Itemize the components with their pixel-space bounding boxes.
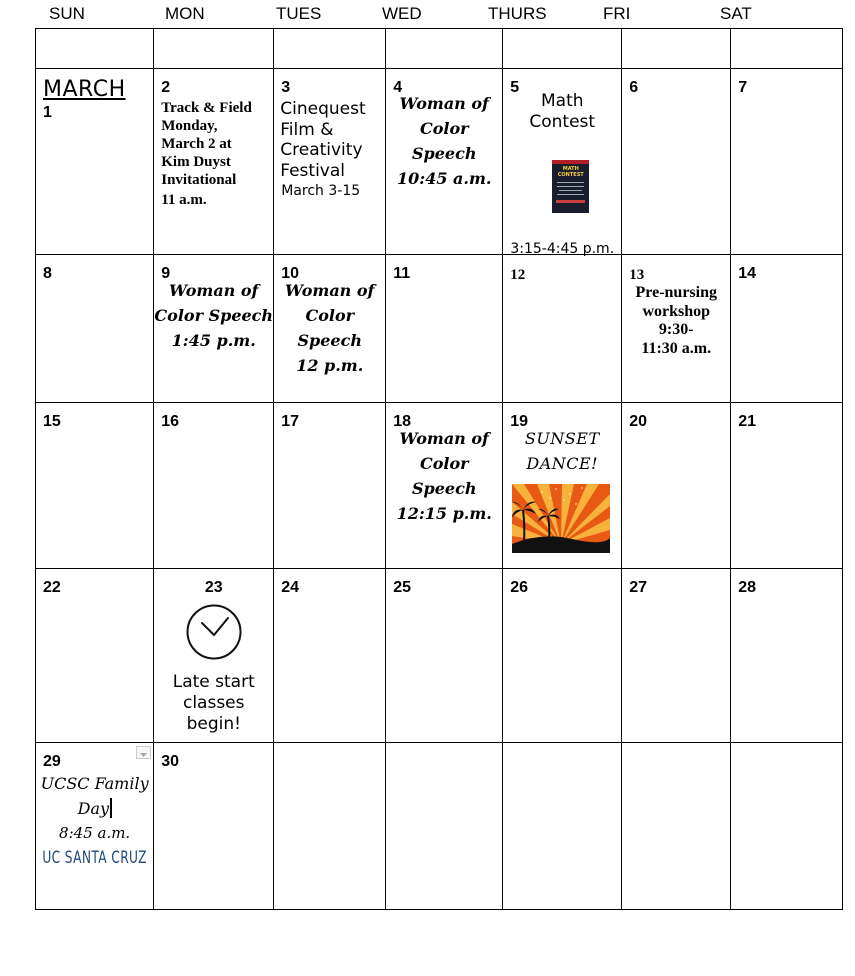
day-number: 27 xyxy=(629,579,648,596)
calendar-week-3 xyxy=(36,403,843,569)
day-number: 7 xyxy=(738,79,748,96)
day-cell-15[interactable] xyxy=(36,403,154,569)
day-cell-17[interactable] xyxy=(274,403,386,569)
day-cell[interactable] xyxy=(386,743,503,910)
day-cell-26[interactable] xyxy=(503,569,622,743)
event-late-start: Late start classes begin! xyxy=(172,672,255,734)
weekday-thurs: THURS xyxy=(488,4,547,23)
day-number: 25 xyxy=(393,579,412,596)
day-number: 18 xyxy=(393,413,412,430)
day-cell-24[interactable] xyxy=(274,569,386,743)
day-cell[interactable] xyxy=(274,29,386,69)
day-number: 17 xyxy=(281,413,300,430)
day-cell-10[interactable] xyxy=(274,255,386,403)
day-number: 3 xyxy=(281,79,291,96)
event-cinequest-dates: March 3-15 xyxy=(281,183,361,199)
event-track-field: Track & Field Monday, March 2 at Kim Duyst Invitational 11 a.m. xyxy=(161,100,252,208)
day-cell[interactable] xyxy=(622,743,731,910)
day-number: 16 xyxy=(161,413,180,430)
day-cell-19[interactable] xyxy=(503,403,622,569)
sunset-image[interactable] xyxy=(512,484,610,553)
day-number: 11 xyxy=(393,265,411,282)
day-cell[interactable] xyxy=(503,29,622,69)
day-number: 23 xyxy=(204,579,223,596)
calendar-week-1 xyxy=(36,69,843,255)
dropdown-arrow-icon[interactable] xyxy=(136,746,151,759)
event-cinequest: Cinequest Film & Creativity Festival xyxy=(280,99,366,181)
sunset-palm-icon xyxy=(512,484,610,553)
day-cell-12[interactable] xyxy=(503,255,622,403)
day-cell[interactable] xyxy=(386,29,503,69)
day-number: 14 xyxy=(738,265,757,282)
event-woc-speech: Woman of Color Speech 12:15 p.m. xyxy=(396,429,492,523)
day-number: 2 xyxy=(161,79,171,96)
day-cell[interactable] xyxy=(731,29,843,69)
day-cell-16[interactable] xyxy=(154,403,274,569)
day-cell-3[interactable] xyxy=(274,69,386,255)
calendar-row-blank xyxy=(36,29,843,69)
day-cell-9[interactable] xyxy=(154,255,274,403)
day-number: 1 xyxy=(43,104,52,121)
day-cell[interactable] xyxy=(503,743,622,910)
event-ucsc-family-day: UCSC Family Day 8:45 a.m. xyxy=(40,774,149,842)
weekday-tues: TUES xyxy=(276,4,322,23)
day-number: 20 xyxy=(629,413,648,430)
day-cell-25[interactable] xyxy=(386,569,503,743)
day-cell[interactable] xyxy=(36,29,154,69)
day-cell-30[interactable] xyxy=(154,743,274,910)
weekday-sat: SAT xyxy=(720,4,752,23)
day-number: 13 xyxy=(629,267,645,283)
day-cell[interactable] xyxy=(274,743,386,910)
event-math-contest: Math Contest xyxy=(529,91,596,132)
day-number: 10 xyxy=(281,265,300,282)
day-cell-18[interactable] xyxy=(386,403,503,569)
day-cell[interactable] xyxy=(731,743,843,910)
day-cell-21[interactable] xyxy=(731,403,843,569)
day-cell-6[interactable] xyxy=(622,69,731,255)
day-cell[interactable] xyxy=(154,29,274,69)
day-number: 4 xyxy=(393,79,403,96)
day-number: 15 xyxy=(43,413,61,430)
day-number: 24 xyxy=(281,579,300,596)
event-woc-speech: Woman of Color Speech 1:45 p.m. xyxy=(154,281,274,350)
day-cell-23[interactable] xyxy=(154,569,274,743)
event-prenursing: Pre-nursing workshop 9:30- 11:30 a.m. xyxy=(635,284,717,357)
day-cell-14[interactable] xyxy=(731,255,843,403)
event-woc-speech: Woman of Color Speech 12 p.m. xyxy=(285,281,375,375)
day-number: 5 xyxy=(510,79,520,96)
day-cell-11[interactable] xyxy=(386,255,503,403)
day-cell[interactable] xyxy=(622,29,731,69)
day-cell-28[interactable] xyxy=(731,569,843,743)
day-number: 6 xyxy=(629,79,639,96)
weekday-wed: WED xyxy=(382,4,422,23)
weekday-fri: FRI xyxy=(603,4,631,23)
day-number: 28 xyxy=(738,579,757,596)
day-cell-13[interactable] xyxy=(622,255,731,403)
day-number: 9 xyxy=(161,265,171,282)
day-cell-29[interactable] xyxy=(36,743,154,910)
day-number: 19 xyxy=(510,413,529,430)
clock-icon xyxy=(154,603,273,666)
day-cell-8[interactable] xyxy=(36,255,154,403)
month-title: MARCH xyxy=(43,77,126,102)
calendar-week-5 xyxy=(36,743,843,910)
day-number: 12 xyxy=(510,267,526,283)
day-cell-4[interactable] xyxy=(386,69,503,255)
day-number: 22 xyxy=(43,579,61,596)
day-number: 29 xyxy=(43,753,61,770)
math-contest-poster[interactable]: MATH CONTEST xyxy=(552,160,589,213)
event-sunset-dance: SUNSET DANCE! xyxy=(524,429,600,473)
day-number: 21 xyxy=(738,413,757,430)
day-number: 30 xyxy=(161,753,180,770)
calendar-week-2 xyxy=(36,255,843,403)
day-number: 26 xyxy=(510,579,529,596)
text-cursor xyxy=(110,798,112,818)
event-woc-speech: Woman of Color Speech 10:45 a.m. xyxy=(397,94,492,188)
event-math-time: 3:15-4:45 p.m. xyxy=(510,241,615,257)
weekday-sun: SUN xyxy=(49,4,85,23)
day-cell-27[interactable] xyxy=(622,569,731,743)
ucsc-logo: UC SANTA CRUZ xyxy=(42,848,147,868)
day-cell-5[interactable] xyxy=(503,69,622,255)
day-cell-2[interactable] xyxy=(154,69,274,255)
weekday-mon: MON xyxy=(165,4,205,23)
day-number: 8 xyxy=(43,265,52,282)
day-cell-20[interactable] xyxy=(622,403,731,569)
calendar-week-4 xyxy=(36,569,843,743)
day-cell-22[interactable] xyxy=(36,569,154,743)
day-cell-1[interactable] xyxy=(36,69,154,255)
day-cell-7[interactable] xyxy=(731,69,843,255)
calendar-grid xyxy=(35,28,843,910)
